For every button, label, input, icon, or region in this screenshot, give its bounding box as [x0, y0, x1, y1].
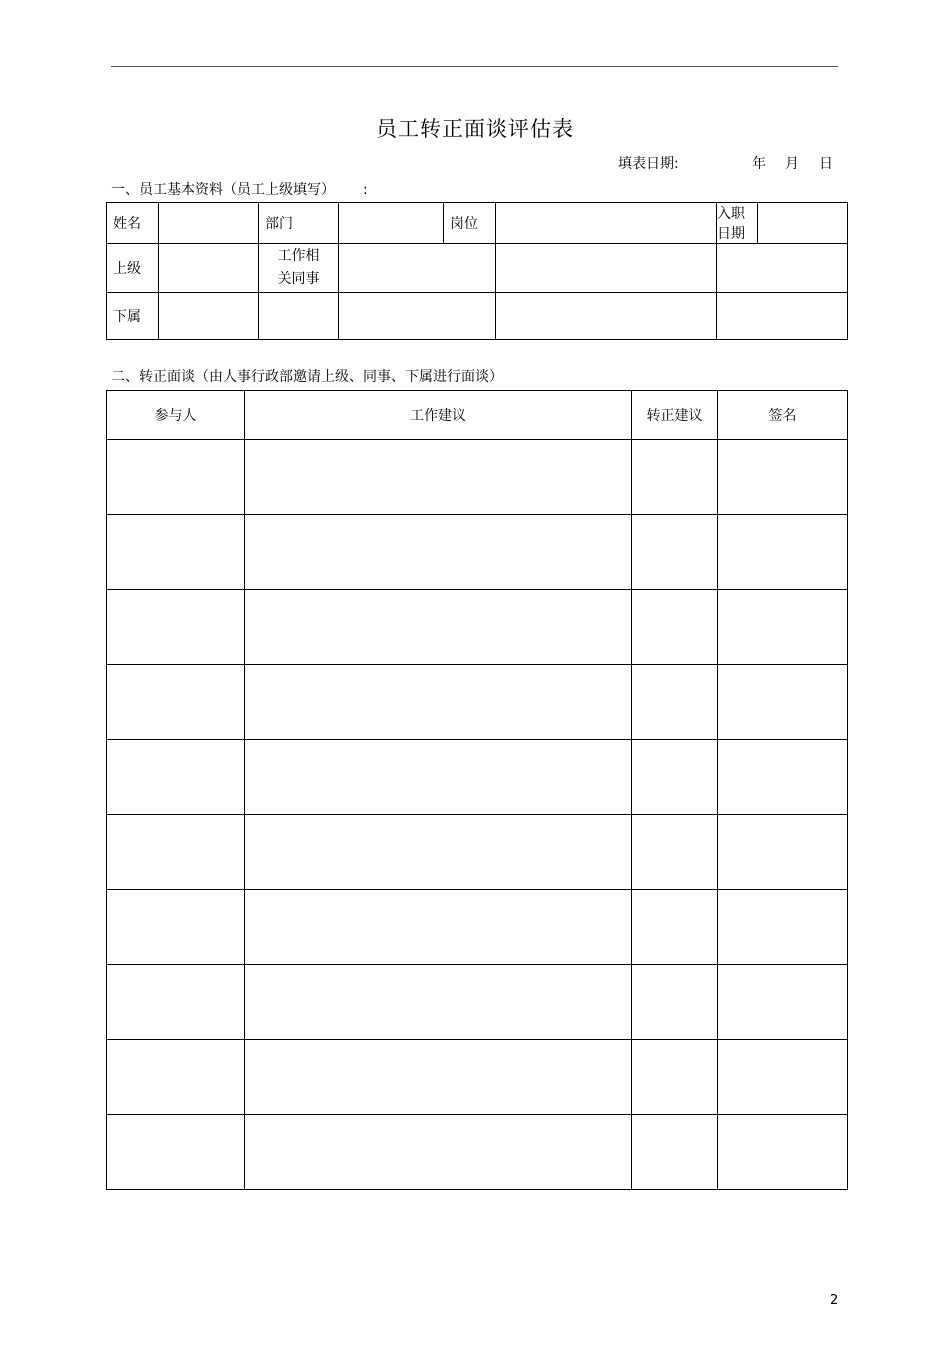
- confirmation-suggestion-cell[interactable]: [632, 440, 718, 515]
- work-suggestion-cell[interactable]: [245, 665, 632, 740]
- name-label: 姓名: [107, 203, 159, 244]
- participant-cell[interactable]: [107, 1040, 245, 1115]
- header-rule: [111, 66, 838, 67]
- subordinate-field-0[interactable]: [159, 293, 259, 340]
- confirmation-suggestion-cell[interactable]: [632, 515, 718, 590]
- participant-cell[interactable]: [107, 815, 245, 890]
- signature-cell[interactable]: [718, 515, 848, 590]
- superior-field[interactable]: [159, 244, 259, 293]
- basic-info-row-2: [107, 244, 848, 293]
- section1-heading: [111, 179, 368, 199]
- subordinate-field-1[interactable]: [259, 293, 339, 340]
- date-label: 填表日期:: [618, 156, 679, 172]
- basic-info-row-3: [107, 293, 848, 340]
- entry-date-field[interactable]: [758, 203, 848, 244]
- signature-cell[interactable]: [718, 965, 848, 1040]
- work-suggestion-cell[interactable]: [245, 1115, 632, 1190]
- colleague-label: [259, 244, 339, 293]
- signature-cell[interactable]: [718, 1040, 848, 1115]
- table-row: [107, 815, 848, 890]
- signature-cell[interactable]: [718, 740, 848, 815]
- department-label: 部门: [259, 203, 339, 244]
- table-row: [107, 665, 848, 740]
- work-suggestion-cell[interactable]: [245, 890, 632, 965]
- confirmation-suggestion-cell[interactable]: [632, 1040, 718, 1115]
- confirmation-suggestion-cell[interactable]: [632, 890, 718, 965]
- table-row: [107, 965, 848, 1040]
- signature-cell[interactable]: [718, 815, 848, 890]
- colleague-field-1[interactable]: [339, 244, 496, 293]
- table-row: [107, 1115, 848, 1190]
- colleague-field-2[interactable]: [496, 244, 717, 293]
- confirmation-suggestion-cell[interactable]: [632, 965, 718, 1040]
- col-signature: 签名: [718, 391, 848, 440]
- date-month: 月: [785, 156, 799, 172]
- position-field[interactable]: [496, 203, 717, 244]
- confirmation-suggestion-cell[interactable]: [632, 815, 718, 890]
- superior-label: 上级: [107, 244, 159, 293]
- colleague-field-3[interactable]: [717, 244, 848, 293]
- date-year: 年: [752, 156, 766, 172]
- table-row: [107, 1040, 848, 1115]
- table-row: [107, 440, 848, 515]
- page-title: 员工转正面谈评估表: [376, 117, 574, 141]
- signature-cell[interactable]: [718, 890, 848, 965]
- participant-cell[interactable]: [107, 740, 245, 815]
- department-field[interactable]: [339, 203, 444, 244]
- participant-cell[interactable]: [107, 965, 245, 1040]
- col-work-suggestion: 工作建议: [245, 391, 632, 440]
- date-day: 日: [819, 156, 833, 172]
- position-label: 岗位: [444, 203, 496, 244]
- subordinate-field-2[interactable]: [339, 293, 496, 340]
- signature-cell[interactable]: [718, 590, 848, 665]
- interview-table: [106, 390, 848, 1190]
- section1-heading-colon: :: [363, 182, 368, 198]
- subordinate-field-3[interactable]: [496, 293, 717, 340]
- section1-heading-text: 一、员工基本资料（员工上级填写）: [111, 182, 335, 198]
- work-suggestion-cell[interactable]: [245, 1040, 632, 1115]
- confirmation-suggestion-cell[interactable]: [632, 1115, 718, 1190]
- table-row: [107, 590, 848, 665]
- interview-table-body: [107, 440, 848, 1190]
- page-number: 2: [830, 1293, 839, 1308]
- work-suggestion-cell[interactable]: [245, 440, 632, 515]
- interview-header-row: [107, 391, 848, 440]
- entry-date-label: 入职日期: [717, 203, 758, 244]
- participant-cell[interactable]: [107, 1115, 245, 1190]
- table-row: [107, 890, 848, 965]
- work-suggestion-cell[interactable]: [245, 740, 632, 815]
- subordinate-field-4[interactable]: [717, 293, 848, 340]
- confirmation-suggestion-cell[interactable]: [632, 590, 718, 665]
- confirmation-suggestion-cell[interactable]: [632, 740, 718, 815]
- basic-info-table: [106, 202, 848, 340]
- work-suggestion-cell[interactable]: [245, 590, 632, 665]
- participant-cell[interactable]: [107, 590, 245, 665]
- work-suggestion-cell[interactable]: [245, 815, 632, 890]
- participant-cell[interactable]: [107, 890, 245, 965]
- signature-cell[interactable]: [718, 440, 848, 515]
- table-row: [107, 740, 848, 815]
- work-suggestion-cell[interactable]: [245, 965, 632, 1040]
- colleague-label-line1: 工作相: [277, 248, 320, 264]
- work-suggestion-cell[interactable]: [245, 515, 632, 590]
- subordinate-label: 下属: [107, 293, 159, 340]
- table-row: [107, 515, 848, 590]
- colleague-label-line2: 关同事: [277, 271, 320, 287]
- participant-cell[interactable]: [107, 665, 245, 740]
- confirmation-suggestion-cell[interactable]: [632, 665, 718, 740]
- col-confirmation-suggestion: 转正建议: [632, 391, 718, 440]
- participant-cell[interactable]: [107, 515, 245, 590]
- section2-heading: 二、转正面谈（由人事行政部邀请上级、同事、下属进行面谈）: [111, 369, 503, 385]
- name-field[interactable]: [159, 203, 259, 244]
- participant-cell[interactable]: [107, 440, 245, 515]
- signature-cell[interactable]: [718, 665, 848, 740]
- signature-cell[interactable]: [718, 1115, 848, 1190]
- basic-info-row-1: [107, 203, 848, 244]
- col-participant: 参与人: [107, 391, 245, 440]
